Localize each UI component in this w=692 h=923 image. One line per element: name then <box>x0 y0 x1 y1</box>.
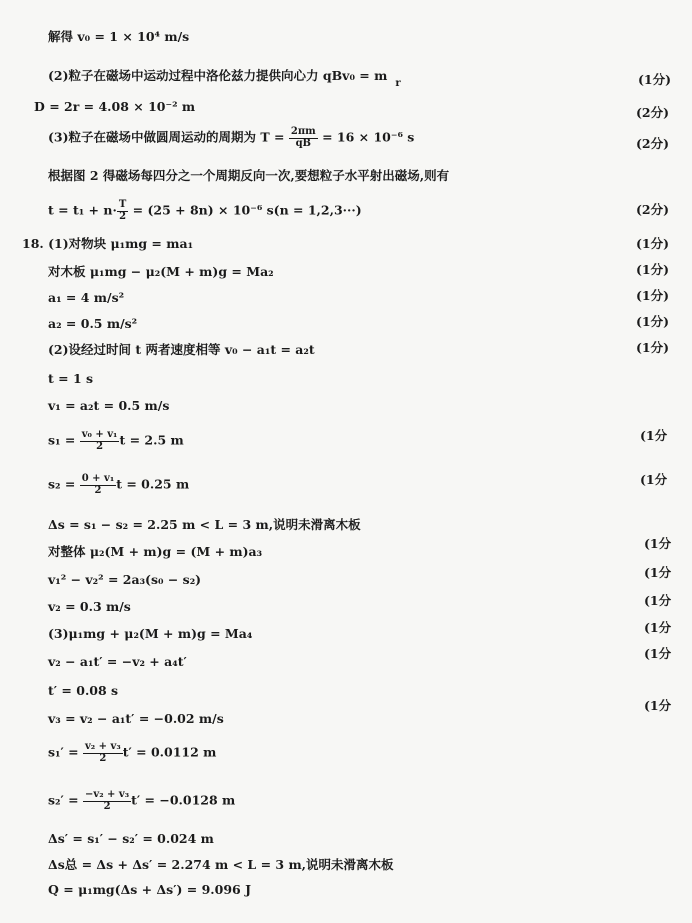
line-v1: v₁ = a₂t = 0.5 m/s <box>48 398 170 413</box>
line-s2-prime: s₂′ = $\frac{\text{−v₂ + v₃}}{2}$ t′ = −0.0128 m <box>48 789 236 812</box>
line-a1: a₁ = 4 m/s² <box>48 290 125 305</box>
line-t: t = 1 s <box>48 371 94 386</box>
line-v-squared: v₁² − v₂² = 2a₃(s₀ − s₂) <box>48 572 202 587</box>
score-label: (1分 <box>644 698 672 713</box>
line-board: 对木板 μ₁mg − μ₂(M + m)g = Ma₂ <box>48 264 274 279</box>
period-fraction: $\frac{2\pi m}{qB}$ <box>290 126 316 149</box>
s1-prime-fraction: $\frac{\text{v₂ + v₃}}{2}$ <box>85 741 121 764</box>
line-figure2: 根据图 2 得磁场每四分之一个周期反向一次,要想粒子水平射出磁场,则有 <box>48 168 450 183</box>
s1-fraction: $\frac{\text{v₀ + v₁}}{2}$ <box>81 429 118 452</box>
score-label: (1分 <box>644 565 672 580</box>
half-period-fraction: $\frac{T}{2}$ <box>118 199 127 222</box>
radius-mark: r <box>395 78 401 89</box>
score-label: (1分 <box>640 472 668 487</box>
score-label: (1分) <box>636 262 670 277</box>
line-lorentz: (2)粒子在磁场中运动过程中洛伦兹力提供向心力 $qBv_0 = m_r$ <box>48 68 401 89</box>
line-delta-s-prime: Δs′ = s₁′ − s₂′ = 0.024 m <box>48 831 214 846</box>
line-s1-prime: s₁′ = $\frac{\text{v₂ + v₃}}{2}$ t′ = 0.0112 m <box>48 741 217 764</box>
line-s1: s₁ = $\frac{\text{v₀ + v₁}}{2}$ t = 2.5 m <box>48 429 184 452</box>
line-a2: a₂ = 0.5 m/s² <box>48 316 138 331</box>
s2-prime-fraction: $\frac{\text{−v₂ + v₃}}{2}$ <box>85 789 130 812</box>
line-v3: v₃ = v₂ − a₁t′ = −0.02 m/s <box>48 711 224 726</box>
score-label: (1分) <box>636 288 670 303</box>
line-diameter: D = 2r = 4.08 × 10⁻² m <box>34 99 196 114</box>
line-part3: (3)μ₁mg + μ₂(M + m)g = Ma₄ <box>48 626 253 641</box>
line-v2-eq: v₂ − a₁t′ = −v₂ + a₄t′ <box>48 654 187 669</box>
score-label: (1分) <box>636 236 670 251</box>
line-s2: s₂ = $\frac{\text{0 + v₁}}{2}$ t = 0.25 m <box>48 473 190 496</box>
score-label: (2分) <box>636 136 670 151</box>
line-q18-block: 18. (1)对物块 μ₁mg = ma₁ <box>22 236 194 251</box>
line-equal-speed: (2)设经过时间 t 两者速度相等 v₀ − a₁t = a₂t <box>48 342 315 357</box>
line-v2: v₂ = 0.3 m/s <box>48 599 131 614</box>
line-delta-s: Δs = s₁ − s₂ = 2.25 m < L = 3 m,说明未滑离木板 <box>48 517 361 532</box>
score-label: (1分 <box>644 646 672 661</box>
line-delta-s-total: Δs总 = Δs + Δs′ = 2.274 m < L = 3 m,说明未滑离木板 <box>48 857 394 872</box>
score-label: (1分 <box>640 428 668 443</box>
s2-fraction: $\frac{\text{0 + v₁}}{2}$ <box>81 473 115 496</box>
line-t-prime: t′ = 0.08 s <box>48 683 119 698</box>
score-label: (1分 <box>644 593 672 608</box>
score-label: (1分) <box>636 314 670 329</box>
score-label: (1分) <box>636 340 670 355</box>
line-heat: Q = μ₁mg(Δs + Δs′) = 9.096 J <box>48 882 252 897</box>
line-time: t = t₁ + n· $\frac{T}{2}$ = (25 + 8n) × 10⁻⁶ s(n = 1,2,3···) <box>48 199 362 222</box>
score-label: (1分) <box>638 72 672 87</box>
score-label: (2分) <box>636 105 670 120</box>
score-label: (1分 <box>644 536 672 551</box>
score-label: (1分 <box>644 620 672 635</box>
line-period: (3)粒子在磁场中做圆周运动的周期为 T = $\frac{2\pi m}{qB}$ = 16 × 10⁻⁶ s <box>48 126 415 149</box>
line-v0: 解得 v₀ = 1 × 10⁴ m/s <box>48 29 190 44</box>
score-label: (2分) <box>636 202 670 217</box>
line-whole: 对整体 μ₂(M + m)g = (M + m)a₃ <box>48 544 263 559</box>
